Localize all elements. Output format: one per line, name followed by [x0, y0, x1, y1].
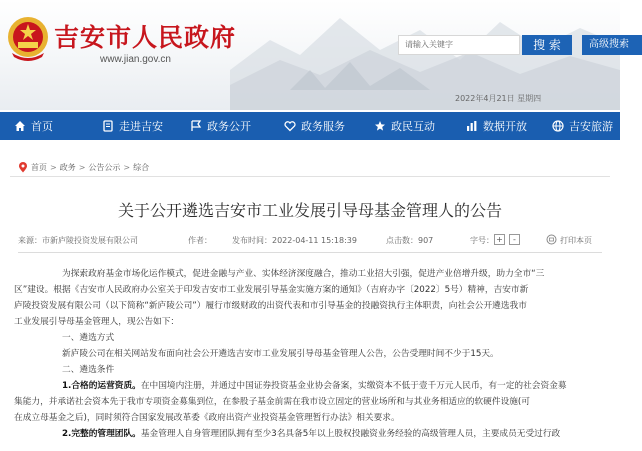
- breadcrumb-gov[interactable]: 政务: [59, 163, 76, 172]
- home-icon: [14, 120, 26, 132]
- article-meta: [18, 232, 602, 250]
- flag-icon: [190, 120, 202, 132]
- heart-icon: [284, 120, 296, 132]
- book-icon: [102, 120, 114, 132]
- site-title[interactable]: 吉安市人民政府: [54, 23, 237, 52]
- national-emblem-icon: [6, 15, 50, 61]
- nav-item-about[interactable]: [102, 112, 163, 140]
- section-heading: 二、遴选条件: [62, 365, 115, 375]
- nav-label: 政务服务: [301, 120, 345, 133]
- article-author: 作者：: [188, 236, 212, 245]
- condition-title: 2.完整的管理团队。: [62, 429, 141, 439]
- nav-label: 吉安旅游: [569, 120, 613, 133]
- nav-label: 走进吉安: [119, 120, 163, 133]
- condition-title: 1.合格的运营资质。: [62, 381, 141, 391]
- condition-text: 在中国境内注册，并通过中国证券投资基金业协会备案，实缴资本不低于壹千万元人民币，有一定的社会资金募: [140, 381, 567, 391]
- star-icon: [374, 120, 386, 132]
- divider: [10, 176, 610, 177]
- divider: [18, 252, 602, 253]
- advanced-search-button[interactable]: 高级搜索: [582, 35, 642, 55]
- article-title: 关于公开遴选吉安市工业发展引导母基金管理人的公告: [117, 201, 502, 220]
- breadcrumb-notices[interactable]: 公告公示: [88, 163, 121, 172]
- nav-item-open-data[interactable]: [466, 112, 527, 140]
- print-page-link[interactable]: 打印本页: [560, 236, 592, 245]
- breadcrumb-separator: >: [123, 163, 131, 172]
- breadcrumb-separator: >: [50, 163, 57, 172]
- main-nav: [0, 112, 620, 140]
- site-header: [0, 0, 629, 110]
- nav-label: 数据开放: [483, 120, 527, 133]
- nav-label: 政务公开: [207, 120, 251, 133]
- print-icon: [546, 234, 557, 245]
- chart-icon: [466, 120, 478, 132]
- section-heading: 一、遴选方式: [62, 333, 115, 343]
- nav-item-interaction[interactable]: [374, 112, 435, 140]
- paragraph-line: [62, 426, 602, 442]
- nav-item-tourism[interactable]: [552, 112, 613, 140]
- article-publish-time: 发布时间：2022-04-11 15:18:39: [232, 236, 357, 245]
- font-decrease-button[interactable]: -: [509, 234, 520, 245]
- article-body: [14, 266, 602, 442]
- nav-item-gov-affairs[interactable]: [190, 112, 251, 140]
- condition-text: 基金管理人自身管理团队拥有至少3名具备5年以上股权投融资业务经验的高级管理人员，主要成员无受过行政: [140, 429, 561, 439]
- breadcrumb-home[interactable]: 首页: [31, 163, 47, 172]
- site-url: www.jian.gov.cn: [100, 54, 171, 65]
- nav-label: 政民互动: [391, 120, 435, 133]
- paragraph-line: 区”建设。根据《吉安市人民政府办公室关于印发吉安市工业发展引导基金实施方案的通知》（吉府办字〔2022〕5号）精神，吉安市新: [14, 285, 529, 295]
- breadcrumb-general[interactable]: 综合: [133, 163, 150, 172]
- current-date: 2022年4月21日 星期四: [455, 94, 542, 103]
- paragraph-line: 庐陵投资发展有限公司（以下简称“新庐陵公司”）履行市级财政的出资代表和市引导基金的投融资执行主体职责，向社会公开遴选我市: [14, 301, 527, 311]
- breadcrumb: [18, 162, 149, 173]
- paragraph-line: [62, 378, 602, 394]
- breadcrumb-separator: >: [78, 163, 86, 172]
- article-source: 来源：市新庐陵投资发展有限公司: [18, 236, 138, 245]
- article-views: 点击数：907: [386, 236, 434, 245]
- mountain-background: [230, 0, 620, 110]
- font-increase-button[interactable]: +: [494, 234, 505, 245]
- location-pin-icon: [18, 162, 28, 173]
- nav-item-home[interactable]: [14, 112, 53, 140]
- nav-label: 首页: [31, 120, 53, 133]
- search-button[interactable]: 搜 索: [522, 35, 572, 55]
- paragraph-line: 为探索政府基金市场化运作模式，促进金融与产业、实体经济深度融合，推动工业招大引强，促进产业倍增升级，助力全市“三: [62, 269, 545, 279]
- nav-item-gov-services[interactable]: [284, 112, 345, 140]
- paragraph-line: 工业发展引导母基金管理人，现公告如下：: [14, 317, 180, 327]
- search-input[interactable]: 请输入关键字: [398, 35, 520, 55]
- paragraph-line: 新庐陵公司在相关网站发布面向社会公开遴选吉安市工业发展引导母基金管理人公告，公告受理时间不少于15天。: [62, 349, 499, 359]
- paragraph-line: 集能力，并承诺社会资本先于我市专项资金募集到位，在参股子基金前需在我市设立固定的营业场所和与其业务相适应的软硬件设施(可: [14, 397, 530, 407]
- font-size-label: 字号：: [470, 236, 494, 245]
- paragraph-line: 在成立母基金之后)，同时须符合国家发展改革委《政府出资产业投资基金管理暂行办法》相关要求。: [14, 413, 400, 423]
- globe-icon: [552, 120, 564, 132]
